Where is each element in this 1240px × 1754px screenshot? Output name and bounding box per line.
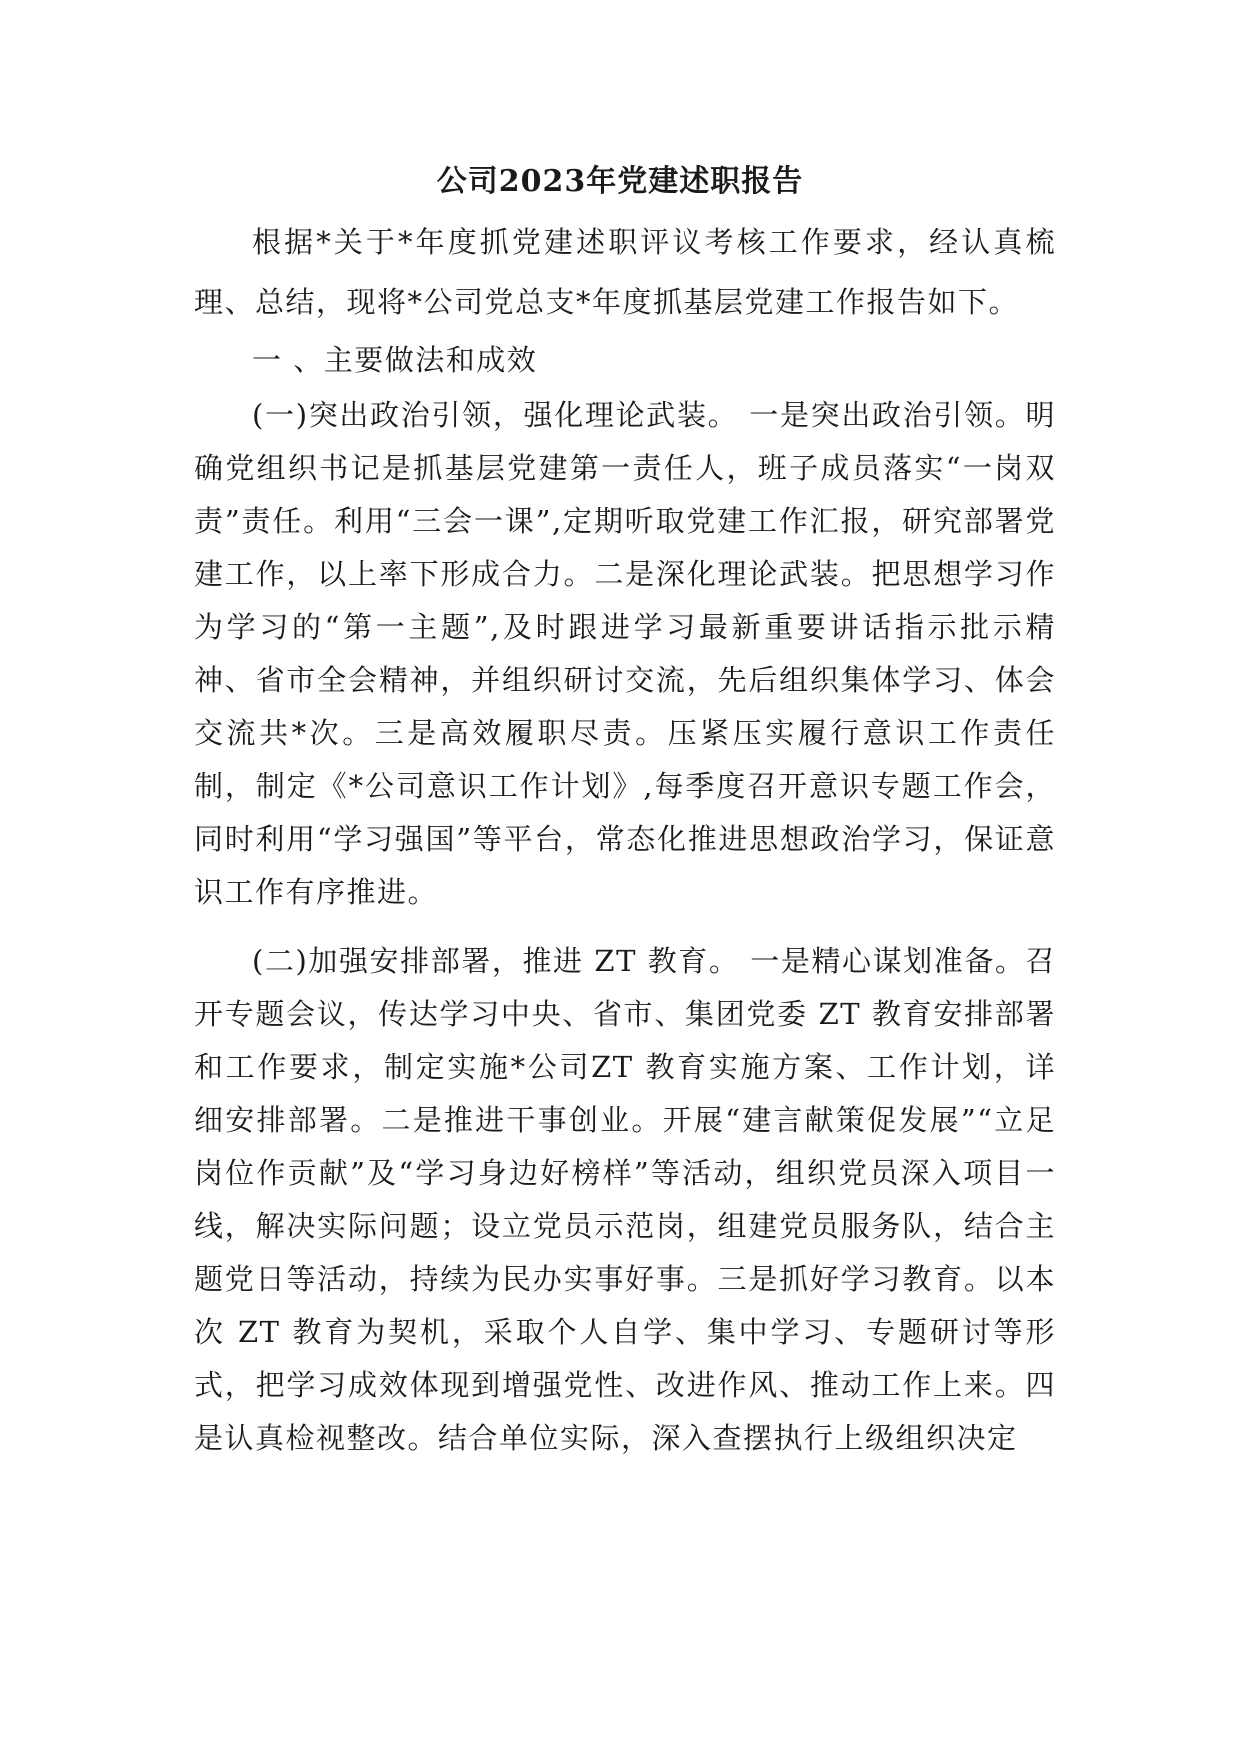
section-political-leadership-paragraph: (一)突出政治引领，强化理论武装。 一是突出政治引领。明确党组织书记是抓基层党建第一责任人，班子成员落实“一岗双责”责任。利用“三会一课”,定期听取党建工作汇报，研究部署党建工作，以上率下形成合力。二是深化理论武装。把思想学习作为学习的“第一主题”,及时跟进学习最新重要讲话指示批示精神、省市全会精神，并组织研讨交流，先后组织集体学习、体会交流共*次。三是高效履职尽责。压紧压实履行意识工作责任制，制定《*公司意识工作计划》,每季度召开意识专题工作会，同时利用“学习强国”等平台，常态化推进思想政治学习，保证意识工作有序推进。: [194, 398, 1056, 909]
section-heading-main-practices: 一 、主要做法和成效: [252, 343, 538, 377]
document-body: [194, 212, 1056, 1465]
section-zt-education-paragraph: (二)加强安排部署，推进 ZT 教育。 一是精心谋划准备。召开专题会议，传达学习中央、省市、集团党委 ZT 教育安排部署和工作要求，制定实施*公司ZT 教育实施方案、工作计划，详细安排部署。二是推进干事创业。开展“建言献策促发展”“立足岗位作贡献”及“学习身边好榜样”等活动，组织党员深入项目一线，解决实际问题；设立党员示范岗，组建党员服务队，结合主题党日等活动，持续为民办实事好事。三是抓好学习教育。以本次 ZT 教育为契机，采取个人自学、集中学习、专题研讨等形式，把学习成效体现到增强党性、改进作风、推动工作上来。四是认真检视整改。结合单位实际，深入查摆执行上级组织决定: [194, 944, 1056, 1455]
intro-paragraph: 根据*关于*年度抓党建述职评议考核工作要求，经认真梳理、总结，现将*公司党总支*年度抓基层党建工作报告如下。: [194, 225, 1056, 319]
document-title: 公司2023年党建述职报告: [436, 164, 804, 199]
